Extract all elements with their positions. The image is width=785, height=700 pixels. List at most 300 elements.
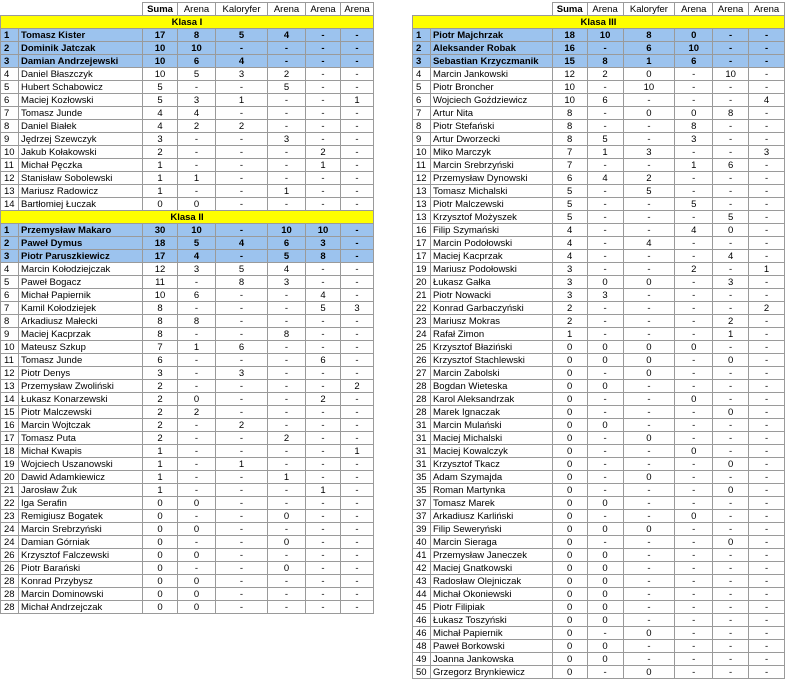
score-cell: - [675, 172, 713, 185]
score-cell: - [306, 549, 341, 562]
score-cell: - [268, 289, 306, 302]
score-cell: - [675, 146, 713, 159]
name-cell: Mariusz Mokras [430, 315, 552, 328]
score-cell: - [178, 380, 216, 393]
score-cell: 5 [216, 263, 268, 276]
score-cell: - [341, 484, 374, 497]
score-cell: - [675, 185, 713, 198]
header-arena-3: Arena [306, 3, 341, 16]
score-cell: 6 [587, 94, 623, 107]
name-cell: Iga Serafin [19, 497, 143, 510]
total-cell: 1 [143, 185, 178, 198]
name-cell: Rafał Zimon [430, 328, 552, 341]
score-cell: - [341, 497, 374, 510]
score-cell: - [341, 393, 374, 406]
score-cell: - [749, 601, 785, 614]
score-cell: - [306, 432, 341, 445]
table-row [413, 484, 785, 497]
rank-cell: 1 [413, 29, 431, 42]
table-row [413, 354, 785, 367]
total-cell: 5 [143, 81, 178, 94]
total-cell: 10 [552, 81, 587, 94]
name-cell: Stanisław Sobolewski [19, 172, 143, 185]
name-cell: Przemysław Zwoliński [19, 380, 143, 393]
total-cell: 5 [143, 94, 178, 107]
score-cell: - [587, 484, 623, 497]
score-cell: - [675, 250, 713, 263]
table-row [1, 497, 374, 510]
score-cell: - [341, 133, 374, 146]
score-cell: - [268, 497, 306, 510]
table-row [413, 380, 785, 393]
score-cell: 6 [216, 341, 268, 354]
name-cell: Tomasz Puta [19, 432, 143, 445]
score-cell: - [268, 94, 306, 107]
score-cell: 2 [675, 263, 713, 276]
score-cell: 5 [306, 302, 341, 315]
score-cell: 2 [713, 315, 749, 328]
total-cell: 2 [143, 146, 178, 159]
score-cell: - [341, 224, 374, 237]
score-cell: - [306, 172, 341, 185]
total-cell: 5 [552, 185, 587, 198]
score-cell: - [306, 94, 341, 107]
score-cell: 0 [675, 107, 713, 120]
total-cell: 3 [552, 276, 587, 289]
header-suma: Suma [552, 3, 587, 16]
name-cell: Kamil Kołodziejek [19, 302, 143, 315]
score-cell: - [749, 172, 785, 185]
table-row [413, 250, 785, 263]
total-cell: 8 [552, 120, 587, 133]
total-cell: 0 [552, 601, 587, 614]
score-cell: - [675, 458, 713, 471]
score-cell: - [749, 458, 785, 471]
score-cell: - [587, 627, 623, 640]
score-cell: 2 [178, 120, 216, 133]
rank-cell: 39 [413, 523, 431, 536]
table-row [1, 68, 374, 81]
score-cell: - [216, 224, 268, 237]
score-cell: - [749, 29, 785, 42]
rank-cell: 15 [1, 406, 19, 419]
total-cell: 5 [552, 198, 587, 211]
rank-cell: 5 [413, 81, 431, 94]
name-cell: Arkadiusz Karliński [430, 510, 552, 523]
score-cell: 0 [623, 432, 675, 445]
name-cell: Marcin Srebrzyński [19, 523, 143, 536]
score-cell: - [216, 146, 268, 159]
total-cell: 8 [552, 107, 587, 120]
score-cell: - [178, 419, 216, 432]
rank-cell: 12 [413, 172, 431, 185]
score-cell: 4 [749, 94, 785, 107]
rank-cell: 6 [1, 289, 19, 302]
total-cell: 0 [143, 562, 178, 575]
class-section-header [1, 16, 374, 29]
score-cell: - [268, 393, 306, 406]
score-cell: - [587, 302, 623, 315]
total-cell: 0 [552, 406, 587, 419]
score-cell: - [306, 445, 341, 458]
score-cell: - [623, 315, 675, 328]
score-cell: - [623, 653, 675, 666]
score-cell: - [341, 237, 374, 250]
score-cell: 10 [306, 224, 341, 237]
rank-cell: 45 [413, 601, 431, 614]
score-cell: - [341, 250, 374, 263]
rank-cell: 1 [1, 224, 19, 237]
table-row [1, 471, 374, 484]
score-cell: 0 [587, 614, 623, 627]
rank-cell: 31 [413, 458, 431, 471]
table-row [413, 94, 785, 107]
score-cell: - [268, 445, 306, 458]
total-cell: 15 [552, 55, 587, 68]
name-cell: Roman Martynka [430, 484, 552, 497]
total-cell: 6 [143, 354, 178, 367]
rank-cell: 13 [413, 211, 431, 224]
table-row [413, 419, 785, 432]
name-cell: Piotr Nowacki [430, 289, 552, 302]
score-cell: - [268, 341, 306, 354]
score-cell: 2 [268, 68, 306, 81]
rank-cell: 11 [413, 159, 431, 172]
table-row [1, 302, 374, 315]
score-cell: - [713, 614, 749, 627]
score-cell: - [341, 289, 374, 302]
score-cell: - [713, 666, 749, 679]
score-cell: - [341, 263, 374, 276]
score-cell: 2 [749, 302, 785, 315]
table-row [1, 432, 374, 445]
total-cell: 8 [143, 328, 178, 341]
name-cell: Marcin Srebrzyński [430, 159, 552, 172]
score-cell: - [306, 198, 341, 211]
score-cell: 1 [216, 458, 268, 471]
score-cell: - [306, 510, 341, 523]
name-cell: Adam Szymajda [430, 471, 552, 484]
name-cell: Damian Górniak [19, 536, 143, 549]
rank-cell: 13 [1, 185, 19, 198]
class-section-header [1, 211, 374, 224]
score-cell: 3 [178, 263, 216, 276]
rank-cell: 14 [1, 198, 19, 211]
score-cell: 0 [623, 523, 675, 536]
table-row [1, 341, 374, 354]
score-cell: 0 [713, 406, 749, 419]
rank-cell: 2 [1, 237, 19, 250]
rank-cell: 7 [1, 107, 19, 120]
score-cell: 6 [623, 42, 675, 55]
score-cell: 0 [178, 549, 216, 562]
score-cell: - [713, 549, 749, 562]
score-cell: 1 [216, 94, 268, 107]
score-cell: - [268, 302, 306, 315]
name-cell: Maciej Kacprzak [19, 328, 143, 341]
score-cell: - [749, 614, 785, 627]
rank-cell: 17 [413, 250, 431, 263]
score-cell: 10 [268, 224, 306, 237]
name-cell: Maciej Gnatkowski [430, 562, 552, 575]
score-cell: - [341, 523, 374, 536]
score-cell: - [587, 263, 623, 276]
total-cell: 2 [143, 393, 178, 406]
table-row [1, 172, 374, 185]
score-cell: - [675, 549, 713, 562]
score-cell: - [675, 562, 713, 575]
score-cell: - [675, 380, 713, 393]
name-cell: Mariusz Radowicz [19, 185, 143, 198]
rank-cell: 9 [413, 133, 431, 146]
score-cell: 1 [675, 159, 713, 172]
name-cell: Dawid Adamkiewicz [19, 471, 143, 484]
score-cell: - [306, 575, 341, 588]
name-cell: Piotr Paruszkiewicz [19, 250, 143, 263]
rank-cell: 17 [1, 432, 19, 445]
score-cell: - [749, 575, 785, 588]
name-cell: Piotr Broncher [430, 81, 552, 94]
name-cell: Daniel Błaszczyk [19, 68, 143, 81]
rank-cell: 31 [413, 445, 431, 458]
score-cell: - [749, 484, 785, 497]
score-cell: - [623, 614, 675, 627]
score-cell: - [749, 211, 785, 224]
score-cell: 8 [178, 29, 216, 42]
total-cell: 0 [143, 588, 178, 601]
score-cell: - [713, 94, 749, 107]
total-cell: 0 [552, 536, 587, 549]
rank-cell: 5 [1, 276, 19, 289]
score-cell: 1 [306, 484, 341, 497]
table-row [413, 120, 785, 133]
score-cell: - [675, 627, 713, 640]
total-cell: 30 [143, 224, 178, 237]
score-cell: - [306, 380, 341, 393]
score-cell: - [713, 172, 749, 185]
score-cell: 0 [178, 198, 216, 211]
name-cell: Paweł Dymus [19, 237, 143, 250]
header-arena-1: Arena [178, 3, 216, 16]
score-cell: - [713, 237, 749, 250]
table-row [413, 276, 785, 289]
score-cell: - [587, 224, 623, 237]
score-cell: - [178, 185, 216, 198]
rank-cell: 6 [413, 94, 431, 107]
score-cell: 0 [623, 68, 675, 81]
header-row [413, 3, 785, 16]
table-row [1, 354, 374, 367]
score-cell: - [306, 133, 341, 146]
table-row [1, 367, 374, 380]
score-cell: - [178, 367, 216, 380]
rank-cell: 13 [413, 185, 431, 198]
rank-cell: 2 [1, 42, 19, 55]
score-cell: 0 [713, 536, 749, 549]
rank-cell: 3 [1, 55, 19, 68]
name-cell: Jarosław Żuk [19, 484, 143, 497]
name-cell: Marcin Podołowski [430, 237, 552, 250]
score-cell: 0 [623, 354, 675, 367]
score-cell: 1 [749, 263, 785, 276]
score-cell: - [587, 393, 623, 406]
score-cell: - [675, 432, 713, 445]
score-cell: 0 [587, 601, 623, 614]
total-cell: 0 [552, 549, 587, 562]
score-cell: - [713, 42, 749, 55]
score-cell: - [749, 367, 785, 380]
name-cell: Przemysław Makaro [19, 224, 143, 237]
score-cell: - [216, 172, 268, 185]
table-row [413, 575, 785, 588]
rank-cell: 31 [413, 432, 431, 445]
score-cell: - [178, 133, 216, 146]
score-cell: 0 [623, 666, 675, 679]
score-cell: - [268, 198, 306, 211]
name-cell: Karol Aleksandrzak [430, 393, 552, 406]
score-cell: 0 [587, 276, 623, 289]
table-row [1, 120, 374, 133]
table-row [1, 419, 374, 432]
total-cell: 17 [143, 250, 178, 263]
score-cell: - [623, 497, 675, 510]
rank-cell: 22 [413, 302, 431, 315]
table-row [1, 263, 374, 276]
rank-cell: 41 [413, 549, 431, 562]
score-cell: - [341, 55, 374, 68]
rank-cell: 7 [1, 302, 19, 315]
rank-cell: 8 [413, 120, 431, 133]
header-kaloryfer: Kaloryfer [216, 3, 268, 16]
name-cell: Filip Szymański [430, 224, 552, 237]
name-cell: Marcin Dominowski [19, 588, 143, 601]
total-cell: 0 [552, 510, 587, 523]
score-cell: - [713, 575, 749, 588]
score-cell: - [623, 159, 675, 172]
table-row [413, 237, 785, 250]
header-arena-3: Arena [713, 3, 749, 16]
table-row [1, 289, 374, 302]
score-cell: - [216, 601, 268, 614]
class-title: Klasa I [1, 16, 374, 29]
score-cell: - [587, 120, 623, 133]
total-cell: 1 [143, 471, 178, 484]
total-cell: 0 [552, 471, 587, 484]
table-row [413, 640, 785, 653]
score-cell: - [341, 367, 374, 380]
score-cell: - [749, 419, 785, 432]
score-cell: - [306, 276, 341, 289]
score-cell: - [675, 367, 713, 380]
table-row [413, 666, 785, 679]
score-cell: 0 [178, 601, 216, 614]
score-cell: - [216, 510, 268, 523]
total-cell: 0 [552, 627, 587, 640]
total-cell: 3 [552, 263, 587, 276]
score-cell: 6 [178, 55, 216, 68]
score-cell: - [675, 419, 713, 432]
score-cell: - [675, 666, 713, 679]
score-cell: - [675, 601, 713, 614]
name-cell: Bartłomiej Łuczak [19, 198, 143, 211]
rank-cell: 28 [413, 393, 431, 406]
score-cell: 4 [216, 237, 268, 250]
score-cell: - [749, 237, 785, 250]
score-cell: 4 [268, 263, 306, 276]
score-cell: - [587, 510, 623, 523]
total-cell: 7 [552, 159, 587, 172]
table-row [1, 315, 374, 328]
table-row [413, 42, 785, 55]
score-cell: 0 [587, 653, 623, 666]
total-cell: 17 [143, 29, 178, 42]
name-cell: Joanna Jankowska [430, 653, 552, 666]
score-cell: - [623, 445, 675, 458]
score-cell: - [178, 484, 216, 497]
rank-cell: 19 [413, 263, 431, 276]
score-cell: - [268, 107, 306, 120]
score-cell: 0 [587, 523, 623, 536]
score-cell: - [216, 393, 268, 406]
table-row [1, 328, 374, 341]
score-cell: - [587, 250, 623, 263]
name-cell: Michał Andrzejczak [19, 601, 143, 614]
total-cell: 2 [143, 432, 178, 445]
name-cell: Marcin Zabolski [430, 367, 552, 380]
score-cell: 2 [216, 120, 268, 133]
score-cell: 0 [268, 562, 306, 575]
score-cell: - [713, 302, 749, 315]
total-cell: 0 [143, 549, 178, 562]
score-cell: - [178, 328, 216, 341]
score-cell: - [178, 471, 216, 484]
score-cell: - [749, 42, 785, 55]
rank-cell: 18 [1, 445, 19, 458]
total-cell: 0 [552, 393, 587, 406]
score-cell: - [623, 536, 675, 549]
rank-cell: 16 [1, 419, 19, 432]
score-cell: - [749, 471, 785, 484]
name-cell: Arkadiusz Małecki [19, 315, 143, 328]
total-cell: 10 [143, 42, 178, 55]
score-cell: - [306, 185, 341, 198]
score-cell: - [675, 354, 713, 367]
score-cell: 0 [713, 484, 749, 497]
table-row [413, 315, 785, 328]
score-cell: - [178, 81, 216, 94]
rank-cell: 11 [1, 354, 19, 367]
score-cell: - [216, 315, 268, 328]
score-cell: - [341, 328, 374, 341]
score-cell: - [587, 237, 623, 250]
rank-cell: 24 [413, 328, 431, 341]
score-cell: 0 [713, 224, 749, 237]
table-row [413, 523, 785, 536]
score-cell: 0 [587, 549, 623, 562]
score-cell: - [341, 562, 374, 575]
score-cell: - [268, 354, 306, 367]
name-cell: Wojciech Goździewicz [430, 94, 552, 107]
score-cell: - [749, 549, 785, 562]
score-cell: 8 [675, 120, 713, 133]
score-cell: - [623, 133, 675, 146]
name-cell: Michał Kwapis [19, 445, 143, 458]
score-cell: - [675, 406, 713, 419]
score-cell: 8 [178, 315, 216, 328]
total-cell: 12 [552, 68, 587, 81]
score-cell: - [713, 185, 749, 198]
score-cell: 3 [749, 146, 785, 159]
